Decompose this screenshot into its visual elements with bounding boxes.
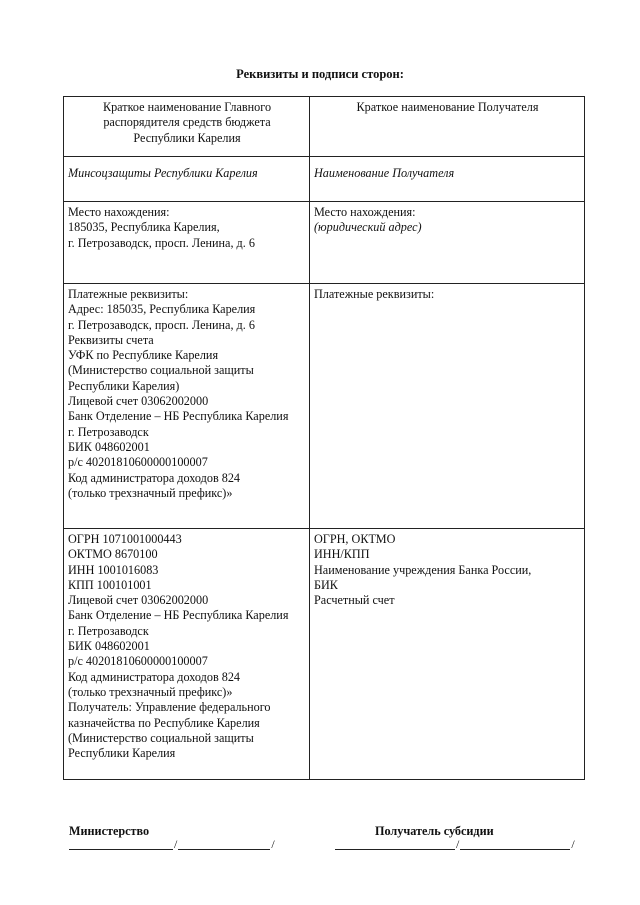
payment-left-line: Республики Карелия): [68, 378, 180, 393]
payment-left-line: (только трехзначный префикс)»: [68, 485, 233, 500]
signature-separator: /: [271, 837, 275, 851]
codes-left-line: Получатель: Управление федерального: [68, 700, 271, 715]
ministry-signature-label: Министерство: [69, 824, 150, 838]
requisites-table: [63, 96, 585, 780]
payment-left-line: р/с 40201810600000100007: [68, 455, 208, 470]
codes-left-line: БИК 048602001: [68, 639, 150, 654]
codes-left-line: Лицевой счет 03062002000: [68, 593, 209, 608]
codes-right-line: ОГРН, ОКТМО: [314, 532, 396, 546]
codes-right-cell: [310, 529, 585, 780]
payment-left-line: БИК 048602001: [68, 439, 150, 454]
ministry-signature-line[interactable]: [69, 836, 276, 850]
signature-separator: /: [571, 837, 575, 851]
recipient-signature-blank[interactable]: [335, 838, 455, 850]
codes-right-line: ИНН/КПП: [314, 547, 370, 562]
ministry-name: Минсоцзащиты Республики Карелия: [68, 166, 258, 180]
page-title: Реквизиты и подписи сторон:: [236, 67, 404, 81]
location-right-cell: [310, 202, 585, 284]
codes-left-line: казначейства по Республике Карелия: [68, 715, 260, 730]
header-left-cell: [64, 97, 310, 157]
codes-left-line: р/с 40201810600000100007: [68, 654, 208, 669]
payment-right-line: Платежные реквизиты:: [314, 287, 435, 301]
location-left-line: 185035, Республика Карелия,: [68, 220, 220, 235]
codes-left-cell: [64, 529, 310, 780]
recipient-name-blank[interactable]: [460, 838, 570, 850]
names-right-cell: [310, 157, 585, 202]
codes-left-line: Банк Отделение – НБ Республика Карелия: [68, 608, 289, 623]
header-left-line: распорядителя средств бюджета: [103, 115, 271, 130]
payment-left-line: Адрес: 185035, Республика Карелия: [68, 302, 256, 317]
location-right-label: Место нахождения:: [314, 205, 416, 219]
location-left-cell: [64, 202, 310, 284]
codes-left-line: г. Петрозаводск: [68, 623, 149, 638]
codes-left-line: Код администратора доходов 824: [68, 669, 241, 684]
location-left-line: г. Петрозаводск, просп. Ленина, д. 6: [68, 235, 255, 250]
codes-right-line: БИК: [314, 577, 338, 592]
codes-right-line: Расчетный счет: [314, 593, 395, 608]
signature-separator: /: [456, 837, 460, 851]
header-right-cell: [310, 97, 585, 157]
ministry-signature-blank[interactable]: [69, 838, 173, 850]
codes-left-line: КПП 100101001: [68, 577, 152, 592]
location-row: [64, 202, 585, 284]
location-right-value: (юридический адрес): [314, 220, 422, 235]
header-row: [64, 97, 585, 157]
codes-left-line: Республики Карелия: [68, 746, 176, 761]
header-right-line: Краткое наименование Получателя: [356, 100, 539, 114]
names-left-cell: [64, 157, 310, 202]
names-row: [64, 157, 585, 202]
recipient-name: Наименование Получателя: [314, 166, 455, 180]
recipient-signature-label: Получатель субсидии: [375, 824, 494, 838]
codes-left-line: (Министерство социальной защиты: [68, 730, 254, 745]
payment-left-line: Банк Отделение – НБ Республика Карелия: [68, 409, 289, 424]
payment-right-cell: [310, 284, 585, 529]
recipient-signature-line[interactable]: [335, 836, 576, 850]
payment-left-cell: [64, 284, 310, 529]
payment-left-line: Реквизиты счета: [68, 332, 154, 347]
codes-left-line: ОКТМО 8670100: [68, 547, 158, 562]
codes-left-line: ИНН 1001016083: [68, 562, 159, 577]
payment-left-line: Лицевой счет 03062002000: [68, 394, 209, 409]
header-left-line: Краткое наименование Главного: [102, 100, 272, 114]
payment-left-line: УФК по Республике Карелия: [68, 348, 219, 363]
payment-row: [64, 284, 585, 529]
payment-left-line: Платежные реквизиты:: [68, 287, 189, 301]
codes-left-line: ОГРН 1071001000443: [68, 532, 182, 546]
signature-separator: /: [174, 837, 178, 851]
codes-right-line: Наименование учреждения Банка России,: [314, 562, 532, 577]
codes-row: [64, 529, 585, 780]
header-left-line: Республики Карелия: [133, 130, 241, 145]
payment-left-line: г. Петрозаводск: [68, 424, 149, 439]
location-left-line: Место нахождения:: [68, 205, 170, 219]
codes-left-line: (только трехзначный префикс)»: [68, 684, 233, 699]
payment-left-line: (Министерство социальной защиты: [68, 363, 254, 378]
ministry-name-blank[interactable]: [178, 838, 270, 850]
payment-left-line: Код администратора доходов 824: [68, 470, 241, 485]
payment-left-line: г. Петрозаводск, просп. Ленина, д. 6: [68, 317, 255, 332]
